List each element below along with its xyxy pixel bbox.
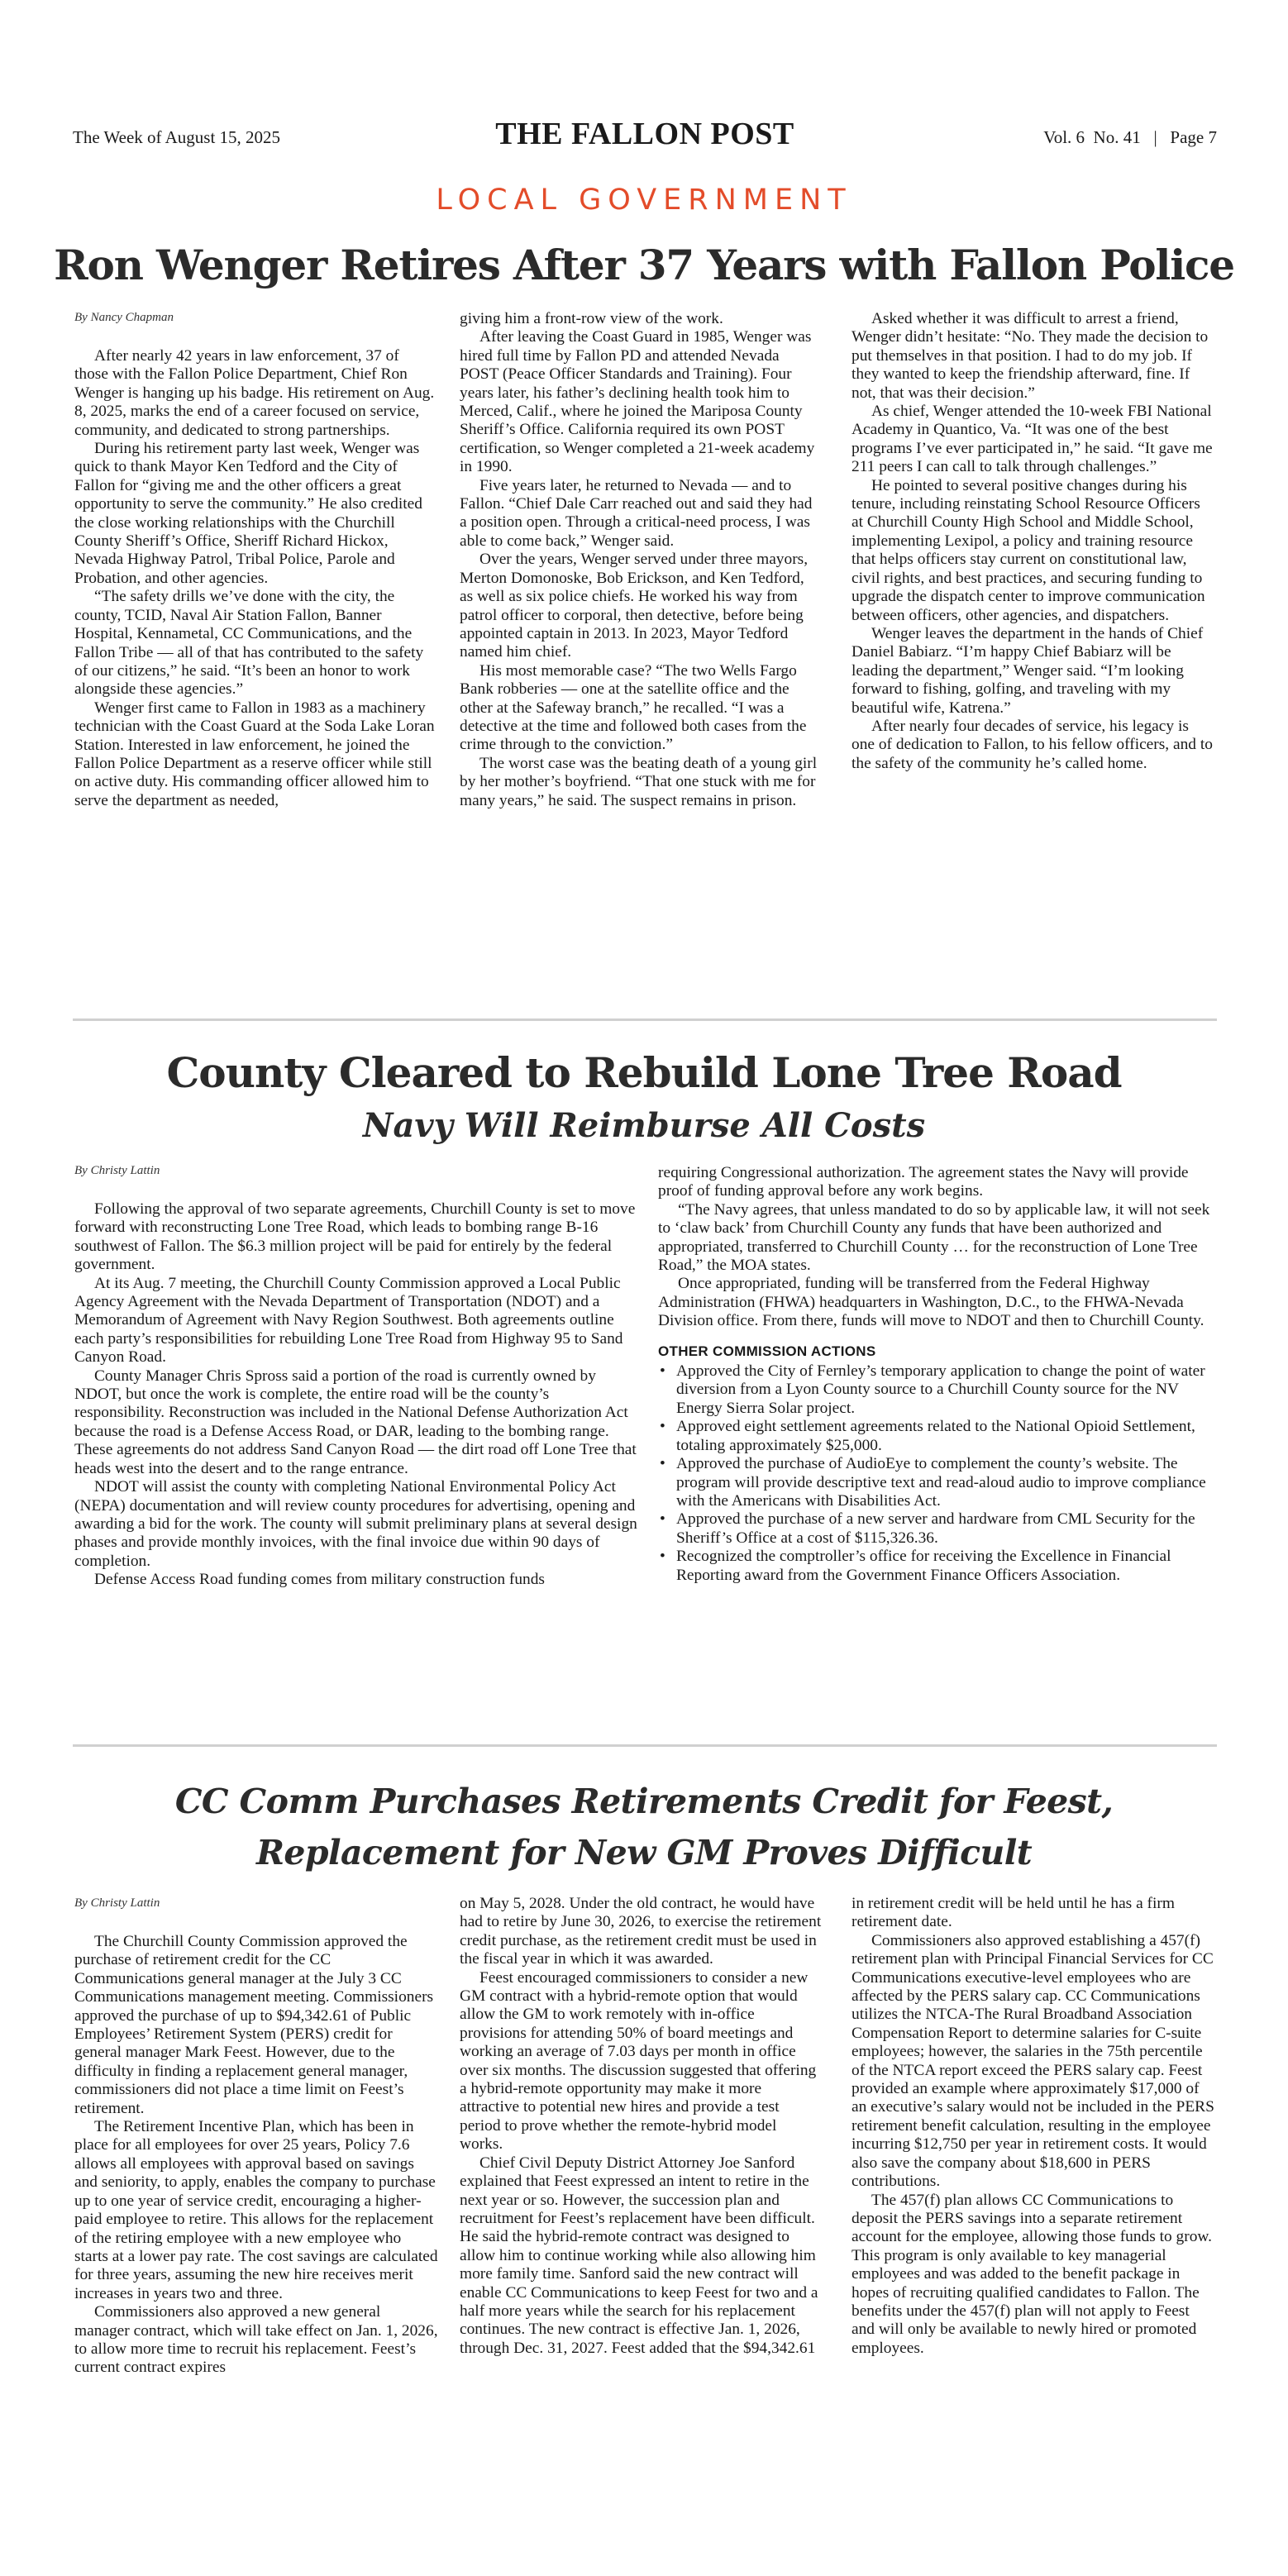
article1-paragraph: Wenger leaves the department in the hands of Chief Daniel Babiarz. “I’m happy Chief Babiarz will be leading the department,” Wenger said. “I’m looking forward to fishing, golfing, and traveling with my beautiful wife, Katrena.” <box>852 624 1204 717</box>
list-item <box>658 1510 1217 1548</box>
action-text: Approved the purchase of AudioEye to complement the county’s website. The program will provide descriptive text and read-aloud audio to improve compliance with the Americans with Disabilities Act. <box>676 1455 1206 1510</box>
article1-paragraph: His most memorable case? “The two Wells Fargo Bank robberies — one at the satellite office and the other at the Safeway branch,” he recalled. “I was a detective at the time and followed both cases from the crime through to the conviction.” <box>460 661 807 754</box>
article2-column-1 <box>74 1200 638 1590</box>
bullet-icon: • <box>660 1510 665 1529</box>
volume-page: Vol. 6 No. 41 | Page 7 <box>1043 127 1217 147</box>
article1-column-2 <box>460 310 820 810</box>
article1-paragraph: Asked whether it was difficult to arrest a friend, Wenger didn’t hesitate: “No. They made the decision to put themselves in that position. I had to do my job. If they wanted to keep the friendship afterward, fine. If not, that was their decision.” <box>852 310 1209 402</box>
article1-paragraph: Wenger first came to Fallon in 1983 as a machinery technician with the Coast Guard at the Soda Lake Loran Station. Interested in law enforcement, he joined the Fallon Police Department as a reserve officer while still on active duty. His commanding officer allowed him to serve the department as needed, <box>74 699 435 809</box>
article1-paragraph: giving him a front-row view of the work. <box>460 310 723 327</box>
article1-paragraph: Over the years, Wenger served under three mayors, Merton Domonoske, Bob Erickson, and Ken Tedford, as well as six police chiefs. He worked his way from patrol officer to corporal, then detective, before being appointed captain in 2013. In 2023, Mayor Tedford named him chief. <box>460 551 809 661</box>
article1-column-1 <box>74 347 436 810</box>
article2-byline: By Christy Lattin <box>74 1164 160 1177</box>
article3-paragraph: The 457(f) plan allows CC Communications to deposit the PERS savings into a separate retirement account for the employee, allowing those funds to grow. This program is only available to key managerial employees and was added to the benefit package in hopes of recruiting qualified candidates to Fallon. The benefits under the 457(f) plan will not apply to Feest and will only be available to newly hired or promoted employees. <box>852 2191 1212 2357</box>
article1-paragraph: After nearly 42 years in law enforcement, 37 of those with the Fallon Police Department, Chief Ron Wenger is hanging up his badge. His retirement on Aug. 8, 2025, marks the end of a career focused on service, community, and dedicated to strong partnerships. <box>74 347 435 439</box>
article1-column-3 <box>852 310 1215 773</box>
list-item <box>658 1362 1217 1418</box>
bullet-icon: • <box>660 1362 665 1381</box>
article3-headline-line2: Replacement for New GM Proves Difficult <box>255 1833 1033 1872</box>
article1-paragraph: After nearly four decades of service, his legacy is one of dedication to Fallon, to his fellow officers, and to the safety of the community he’s called home. <box>852 717 1213 772</box>
section-label: LOCAL GOVERNMENT <box>436 184 852 217</box>
bullet-icon: • <box>660 1418 665 1436</box>
list-item <box>658 1455 1217 1510</box>
newspaper-title: THE FALLON POST <box>495 117 794 151</box>
article2-paragraph: Once appropriated, funding will be transferred from the Federal Highway Administration (FHWA) headquarters in Washington, D.C., to the FHWA-Nevada Division office. From there, funds will move to NDOT and then to Churchill County. <box>658 1275 1205 1330</box>
article2-subheadline: Navy Will Reimburse All Costs <box>362 1106 926 1145</box>
article3-byline: By Christy Lattin <box>74 1896 160 1910</box>
article1-paragraph: The worst case was the beating death of a young girl by her mother’s boyfriend. “That one stuck with me for many years,” he said. The suspect remains in prison. <box>460 754 818 809</box>
article3-column-1 <box>74 1933 438 2378</box>
article2-headline: County Cleared to Rebuild Lone Tree Road <box>166 1048 1122 1097</box>
list-item <box>658 1418 1217 1455</box>
article2-paragraph: At its Aug. 7 meeting, the Churchill County Commission approved a Local Public Agency Agreement with the Nevada Department of Transportation (NDOT) and a Memorandum of Agreement with Navy Region Southwest. Both agreements outline each party’s responsibilities for rebuilding Lone Tree Road from Highway 95 to Sand Canyon Road. <box>74 1274 623 1367</box>
article2-paragraph: NDOT will assist the county with completing National Environmental Policy Act (NEPA) documentation and will review county procedures for advertising, opening and awarding a bid for the work. The county will submit preliminary plans at several design phases and provide monthly invoices, with the final invoice due within 90 days of completion. <box>74 1478 637 1570</box>
article1-paragraph: “The safety drills we’ve done with the city, the county, TCID, Naval Air Station Fallon, Banner Hospital, Kennametal, CC Communications, and the Fallon Tribe — all of that has contributed to the safety of our citizens,” he said. “It’s been an honor to work alongside these agencies.” <box>74 588 424 699</box>
article3-column-3 <box>852 1895 1215 2358</box>
article1-paragraph: He pointed to several positive changes during his tenure, including reinstating School Resource Officers at Churchill County High School and Middle School, implementing Lexipol, a policy and training resource that helps officers stay current on constitutional law, civil rights, and best practices, and securing funding to upgrade the dispatch center to improve communication between officers, other agencies, and dispatchers. <box>852 476 1205 624</box>
section-divider <box>73 1744 1217 1747</box>
article2-paragraph: Following the approval of two separate agreements, Churchill County is set to move forward with reconstructing Lone Tree Road, which leads to bombing range B-16 southwest of Fallon. The $6.3 million project will be paid for entirely by the federal government. <box>74 1200 636 1274</box>
article1-paragraph: After leaving the Coast Guard in 1985, Wenger was hired full time by Fallon PD and attended Nevada POST (Peace Officer Standards and Training). Four years later, his father’s declining health took him to Merced, Calif., where he joined the Mariposa County Sheriff’s Office. California required its own POST certification, so Wenger completed a 21-week academy in 1990. <box>460 328 815 476</box>
article2-column-2 <box>658 1164 1217 1585</box>
action-text: Approved the purchase of a new server and hardware from CML Security for the Sheriff’s Office at a cost of $115,326.36. <box>676 1510 1195 1547</box>
action-text: Approved eight settlement agreements related to the National Opioid Settlement, totaling approximately $25,000. <box>676 1418 1195 1454</box>
issue-date: The Week of August 15, 2025 <box>73 127 281 147</box>
article2-paragraph: Defense Access Road funding comes from military construction funds <box>94 1571 545 1589</box>
article1-byline: By Nancy Chapman <box>74 311 174 324</box>
article3-paragraph: The Retirement Incentive Plan, which has been in place for all employees for over 25 years, Policy 7.6 allows all employees with approval based on savings and seniority, to apply, enables the company to purchase up to one year of service credit, encouraging a higher-paid employee to retire. This allows for the replacement of the retiring employee with a new employee who starts at a lower pay rate. The cost savings are calculated for three years, assuming the new hire receives merit increases in years two and three. <box>74 2118 438 2302</box>
article1-paragraph: As chief, Wenger attended the 10-week FBI National Academy in Quantico, Va. “It was one of the best programs I’ve ever participated in,” he said. “It gave me 211 peers I can call to talk through challenges.” <box>852 403 1213 476</box>
action-text: Recognized the comptroller’s office for receiving the Excellence in Financial Reporting award from the Government Finance Officers Association. <box>676 1548 1171 1584</box>
article1-headline: Ron Wenger Retires After 37 Years with Fallon Police <box>54 241 1234 289</box>
commission-actions-list <box>658 1362 1217 1585</box>
masthead <box>73 112 1217 154</box>
article3-paragraph: Commissioners also approved a new general manager contract, which will take effect on Jan. 1, 2026, to allow more time to recruit his replacement. Feest’s current contract expires <box>74 2303 438 2377</box>
article1-paragraph: Five years later, he returned to Nevada — and to Fallon. “Chief Dale Carr reached out and said they had a position open. Through a critical-need process, I was able to come back,” Wenger said. <box>460 476 813 550</box>
article2-paragraph: County Manager Chris Spross said a portion of the road is currently owned by NDOT, but once the work is complete, the entire road will be the county’s responsibility. Reconstruction was included in the National Defense Authorization Act because the road is a Defense Access Road, or DAR, leading to the bombing range. These agreements do not address Sand Canyon Road — the dirt road off Lone Tree that heads west into the desert and to the range entrance. <box>74 1367 637 1477</box>
other-actions-heading: OTHER COMMISSION ACTIONS <box>658 1343 876 1359</box>
bullet-icon: • <box>660 1548 665 1566</box>
article3-paragraph: Chief Civil Deputy District Attorney Joe Sanford explained that Feest expressed an intent to retire in the next year or so. However, the succession plan and recruitment for Feest’s replacement have been difficult. He said the hybrid-remote contract was designed to allow him to continue working while also allowing him more family time. Sanford said the new contract will enable CC Communications to keep Feest for two and a half more years while the search for his replacement continues. The new contract is effective Jan. 1, 2026, through Dec. 31, 2027. Feest added that the $94,342.61 <box>460 2154 818 2357</box>
article3-paragraph: The Churchill County Commission approved the purchase of retirement credit for the CC Communications general manager at the July 3 CC Communications management meeting. Commissioners approved the purchase of up to $94,342.61 of Public Employees’ Retirement System (PERS) credit for general manager Mark Feest. However, due to the difficulty in finding a replacement general manager, commissioners did not place a time limit on Feest’s retirement. <box>74 1933 434 2117</box>
section-divider <box>73 1018 1217 1021</box>
article3-paragraph: on May 5, 2028. Under the old contract, he would have had to retire by June 30, 2026, to exercise the retirement credit purchase, as the retirement credit must be used in the fiscal year in which it was awarded. <box>460 1895 822 1968</box>
article2-paragraph: requiring Congressional authorization. The agreement states the Navy will provide proof of funding approval before any work begins. <box>658 1164 1189 1200</box>
article3-headline <box>0 1776 1288 1878</box>
article3-paragraph: Feest encouraged commissioners to consider a new GM contract with a hybrid-remote option that would allow the GM to work remotely with in-office provisions for attending 50% of board meetings and working an average of 7.03 days per month in office over six months. The discussion suggested that offering a hybrid-remote opportunity may make it more attractive to potential new hires and provide a test period to prove whether the remote-hybrid model works. <box>460 1968 817 2154</box>
article3-paragraph: Commissioners also approved establishing a 457(f) retirement plan with Principal Financial Services for CC Communications executive-level employees who are affected by the PERS salary cap. CC Communications utilizes the NTCA-The Rural Broadband Association Compensation Report to determine salaries for C-suite employees; however, the salaries in the 75th percentile of the NTCA report exceed the PERS salary cap. Feest provided an example where approximately $17,000 of an executive’s salary would not be included in the PERS retirement benefit calculation, resulting in the employee incurring $12,750 per year in retirement costs. It would also save the company about $18,600 in PERS contributions. <box>852 1931 1214 2191</box>
article2-paragraph: “The Navy agrees, that unless mandated to do so by applicable law, it will not seek to ‘claw back’ from Churchill County any funds that have been authorized and appropriated, transferred to Churchill County … for the reconstruction of Lone Tree Road,” the MOA states. <box>658 1200 1210 1275</box>
article3-headline-line1: CC Comm Purchases Retirements Credit for Feest, <box>174 1782 1114 1821</box>
article1-paragraph: During his retirement party last week, Wenger was quick to thank Mayor Ken Tedford and the City of Fallon for “giving me and the other officers a great opportunity to serve the community.” He also credited the close working relationships with the Churchill County Sheriff’s Office, Sheriff Richard Hickox, Nevada Highway Patrol, Tribal Police, Parole and Probation, and other agencies. <box>74 440 422 587</box>
action-text: Approved the City of Fernley’s temporary application to change the point of water diversion from a Lyon County source to a Churchill County source for the NV Energy Sierra Solar project. <box>676 1362 1205 1417</box>
bullet-icon: • <box>660 1455 665 1473</box>
article3-paragraph: in retirement credit will be held until he has a firm retirement date. <box>852 1895 1175 1931</box>
article3-column-2 <box>460 1895 823 2358</box>
list-item <box>658 1548 1217 1585</box>
